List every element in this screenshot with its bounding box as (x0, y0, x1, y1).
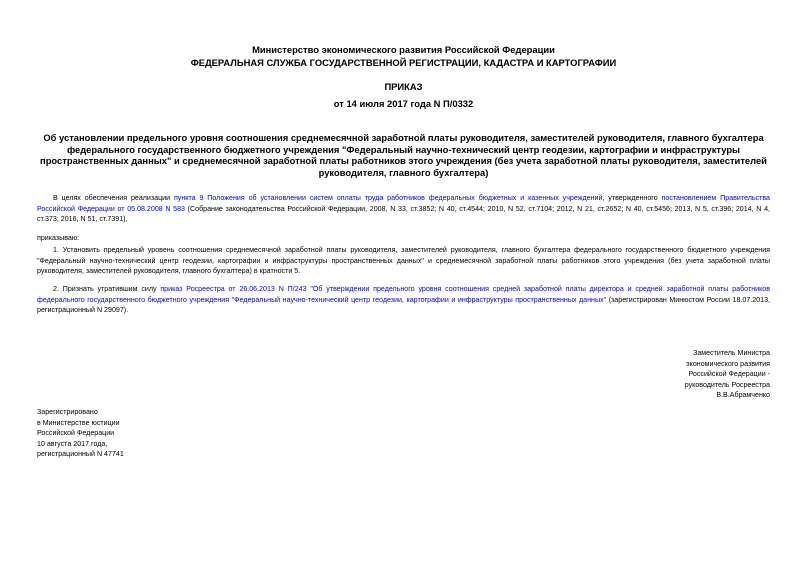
signature-line-3: Российской Федерации - (688, 370, 770, 379)
preamble-text-end: (Собрание законодательства Российской Федерации, 2008, N 33, ст.3852; N 40, ст.4544; 2010, N 52, ст.7104; 2012, N 21, ст.2652; N 40, ст.5456; 2013, N 5, ст.396; 2014, N 4, ст.373; 2016, N 51, ст.7391), (37, 204, 770, 224)
order-item-1: 1. Установить предельный уровень соотношения среднемесячной заработной платы руководителя, заместителей руководителя, главного бухгалтера федерального государственного бюджетного учреждения "Федеральный научно-технический центр геодезии, картографии и инфраструктуры пространственных данных" и среднемесячной заработной платы работников этого учреждения (без учета заработной платы руководителя, заместителей руководителя, главного бухгалтера) в кратности 5. (37, 246, 770, 276)
order-item-2 (37, 284, 770, 316)
preamble-text-mid: , утвержденного (602, 194, 662, 202)
document-title: Об установлении предельного уровня соотношения среднемесячной заработной платы руководителя, заместителей руководителя, главного бухгалтера федерального государственного бюджетного учреждения "Федеральный научно-технический центр геодезии, картографии и инфраструктуры пространственных данных" и среднемесячной заработной платы работников этого учреждения (без учета заработной платы руководителя, заместителей руководителя, главного бухгалтера) (40, 132, 767, 178)
item2-text-start: 2. Признать утратившим силу (53, 285, 161, 293)
signature-line-4: руководитель Росреестра (684, 380, 770, 389)
signature-line-1: Заместитель Министра (693, 349, 770, 357)
registration-line-1: Зарегистрировано (37, 408, 98, 416)
registration-number: регистрационный N 47741 (37, 450, 124, 459)
registration-block (37, 407, 237, 460)
ministry-name: Министерство экономического развития Российской Федерации (252, 44, 555, 55)
order-word: приказываю: (37, 234, 80, 242)
signature-line-2: экономического развития (686, 359, 770, 368)
registration-date: 10 августа 2017 года, (37, 439, 108, 448)
rosreestr-order-link[interactable]: приказ Росреестра от 26.06.2013 N П/243 "Об утверждении предельного уровня соотношения средней заработной платы директора и средней заработной платы работников федерального государственного бюджетного учреждения "Федеральный научно-технический центр геодезии, картографии и инфраструктуры пространственных данных" (37, 285, 770, 304)
item2-text-end: (зарегистрирован Минюстом России 18.07.2013, регистрационный N 29097). (37, 295, 770, 315)
preamble-paragraph (37, 193, 770, 225)
signatory-name: В.В.Абрамченко (716, 391, 770, 400)
preamble-text-start: В целях обеспечения реализации (53, 194, 174, 202)
government-decree-link[interactable]: постановлением Правительства Российской Федерации от 05.08.2008 N 583 (37, 194, 770, 213)
service-name: ФЕДЕРАЛЬНАЯ СЛУЖБА ГОСУДАРСТВЕННОЙ РЕГИСТРАЦИИ, КАДАСТРА И КАРТОГРАФИИ (190, 57, 617, 68)
regulation-link[interactable]: пункта 9 Положения об установлении систем оплаты труда работников федеральных бюджетных и казенных учреждений (173, 194, 603, 202)
document-date: от 14 июля 2017 года N П/0332 (333, 98, 474, 109)
registration-line-2: в Министерстве юстиции (37, 418, 120, 427)
signature-block (630, 348, 770, 401)
registration-line-3: Российской Федерации (37, 429, 115, 438)
document-type: ПРИКАЗ (384, 81, 423, 92)
